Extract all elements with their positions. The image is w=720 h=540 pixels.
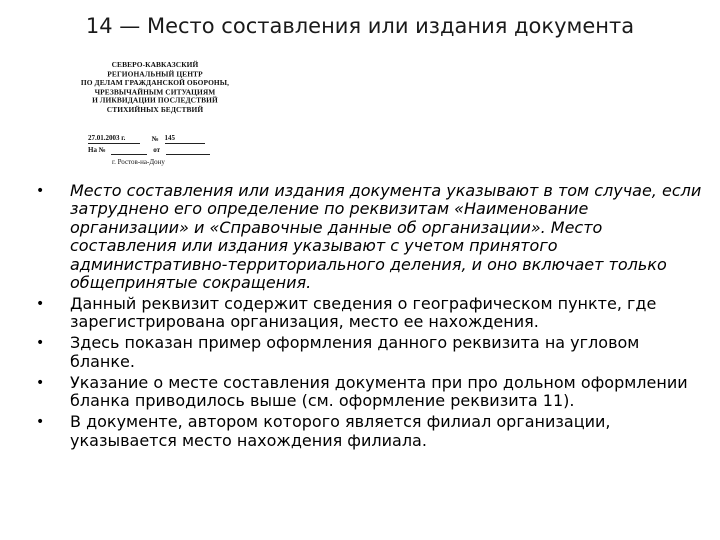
bullet-list xyxy=(36,182,706,453)
blank-header-line: ЧРЕЗВЫЧАЙНЫМ СИТУАЦИЯМ xyxy=(94,86,216,97)
corner-blank-image xyxy=(70,59,270,174)
blank-number: 145 xyxy=(165,134,205,144)
blank-header-line: СТИХИЙНЫХ БЕДСТВИЙ xyxy=(106,104,204,115)
bullet-text: В документе, автором которого является филиал организации, указывается место нахождения филиала. xyxy=(70,412,611,450)
bullet-dot: • xyxy=(36,374,45,391)
bullet-item xyxy=(36,295,706,332)
bullet-text: Данный реквизит содержит сведения о географическом пункте, где зарегистрирована организация, место ее нахождения. xyxy=(70,294,657,332)
blank-reference-row xyxy=(88,146,210,155)
blank-date-row xyxy=(88,134,205,144)
bullet-dot: • xyxy=(36,335,45,352)
blank-date: 27.01.2003 г. xyxy=(88,134,140,144)
bullet-text: Место составления или издания документа указывают в том случае, если затруднено его определение по реквизитам «Наименование организации» и «Справочные данные об организации». Место составления или издания указывают с учетом принятого административно-территориального деления, и оно включает только общепринятые сокращения. xyxy=(70,181,702,293)
bullet-text: Здесь показан пример оформления данного реквизита на угловом бланке. xyxy=(70,333,640,371)
blank-reference-date-line xyxy=(166,154,210,155)
bullet-dot: • xyxy=(36,296,45,313)
blank-header-line: СЕВЕРО-КАВКАЗСКИЙ xyxy=(111,59,199,70)
blank-city: г. Ростов-на-Дону xyxy=(112,158,165,166)
blank-header-line: РЕГИОНАЛЬНЫЙ ЦЕНТР xyxy=(107,68,203,79)
bullet-dot: • xyxy=(36,183,45,199)
bullet-item xyxy=(36,413,706,450)
bullet-text: Указание о месте составления документа при про дольном оформлении бланка приводилось выше (см. оформление реквизита 11). xyxy=(70,372,688,411)
bullet-item xyxy=(36,374,706,411)
bullet-dot: • xyxy=(36,414,45,431)
blank-header-line: ПО ДЕЛАМ ГРАЖДАНСКОЙ ОБОРОНЫ, xyxy=(80,77,230,88)
blank-reference-label: На № xyxy=(88,146,106,154)
blank-header xyxy=(70,61,240,115)
bullet-item xyxy=(36,334,706,371)
bullet-item xyxy=(36,182,706,292)
blank-reference-from: от xyxy=(153,146,161,154)
blank-number-label: № xyxy=(151,135,159,143)
slide-title: 14 — Место составления или издания документа xyxy=(85,14,635,38)
blank-header-line: И ЛИКВИДАЦИИ ПОСЛЕДСТВИЙ xyxy=(92,95,218,106)
blank-reference-line xyxy=(111,154,147,155)
